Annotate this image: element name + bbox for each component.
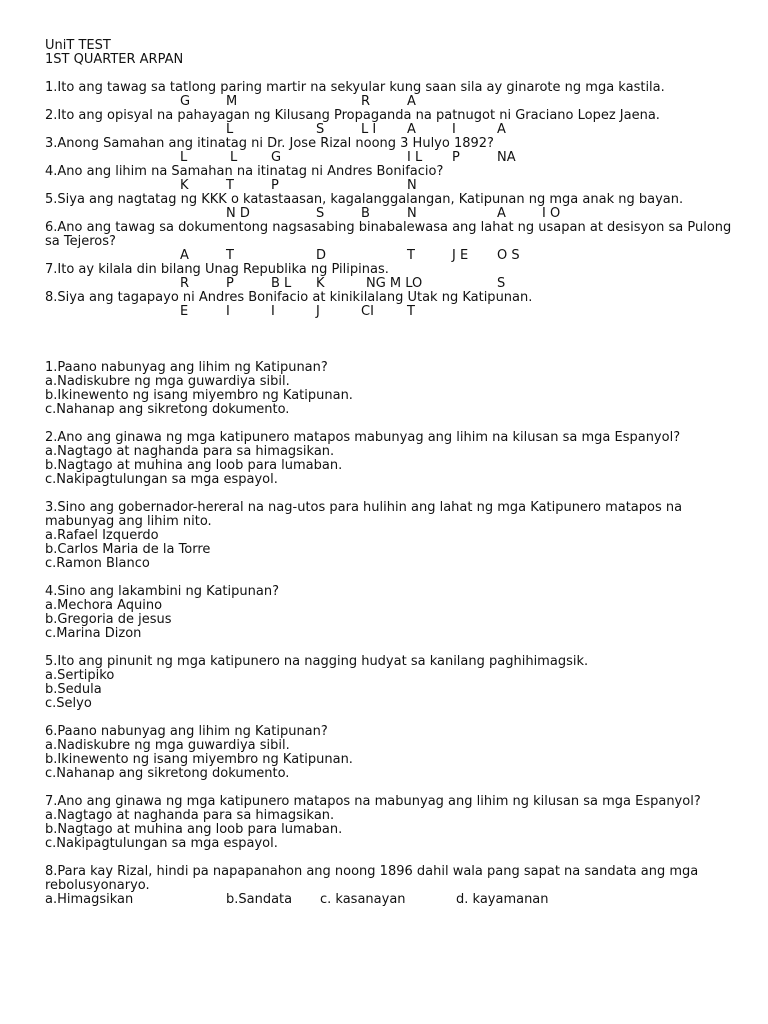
hint-letter: A — [180, 248, 189, 263]
hint-letter: I O — [542, 206, 561, 221]
choice: c.Nahanap ang sikretong dokumento. — [45, 766, 290, 781]
question-item — [45, 361, 735, 417]
choice: a.Nagtago at naghanda para sa himagsikan. — [45, 444, 335, 459]
hint-letter: I — [452, 122, 456, 137]
choice: a.Himagsikan — [45, 892, 134, 907]
hint-letter: A — [497, 206, 506, 221]
question-text: 5.Ito ang pinunit ng mga katipunero na nagging hudyat sa kanilang paghihimagsik. — [45, 654, 589, 669]
hint-letter: I — [271, 304, 275, 319]
choice: b.Nagtago at muhina ang loob para lumaban. — [45, 458, 343, 473]
question-text: 4.Ano ang lihim na Samahan na itinatag ni Andres Bonifacio? — [45, 164, 444, 179]
question-text: 2.Ito ang opisyal na pahayagan ng Kilusang Propaganda na patnugot ni Graciano Lopez Jaena. — [45, 108, 660, 123]
hint-letter: J E — [452, 248, 469, 263]
hint-letter: L — [180, 150, 188, 165]
question-item — [45, 795, 735, 851]
hint-letter: O S — [497, 248, 520, 263]
choice: c.Marina Dizon — [45, 626, 142, 641]
choice: c.Nakipagtulungan sa mga espayol. — [45, 836, 278, 851]
hint-letter: D — [316, 248, 327, 263]
question-text: 3.Anong Samahan ang itinatag ni Dr. Jose Rizal noong 3 Hulyo 1892? — [45, 136, 494, 151]
question-text: 5.Siya ang nagtatag ng KKK o katastaasan, kagalanggalangan, Katipunan ng mga anak ng bayan. — [45, 192, 684, 207]
question-text: 8.Siya ang tagapayo ni Andres Bonifacio at kinikilalang Utak ng Katipunan. — [45, 290, 533, 305]
hint-letter: L — [230, 150, 238, 165]
choice: c.Nakipagtulungan sa mga espayol. — [45, 472, 278, 487]
hint-letter: B L — [271, 276, 292, 291]
question-item — [45, 865, 735, 907]
question-text: 8.Para kay Rizal, hindi pa napapanahon ang noong 1896 dahil wala pang sapat na sandata ang mga rebolusyonaryo. — [45, 864, 699, 893]
question-item — [45, 501, 735, 571]
hint-letter: G — [271, 150, 282, 165]
choice: b.Ikinewento ng isang miyembro ng Katipunan. — [45, 388, 353, 403]
choice: c.Nahanap ang sikretong dokumento. — [45, 402, 290, 417]
hint-letter: P — [452, 150, 460, 165]
hint-letter: L — [226, 122, 234, 137]
letter-hints — [45, 123, 735, 137]
choice: b.Nagtago at muhina ang loob para lumaban. — [45, 822, 343, 837]
hint-letter: T — [407, 248, 415, 263]
letter-hints — [45, 179, 735, 193]
question-text: 6.Paano nabunyag ang lihim ng Katipunan? — [45, 724, 328, 739]
hint-letter: NG M LO — [366, 276, 423, 291]
choice: b.Carlos Maria de la Torre — [45, 542, 211, 557]
hint-letter: R — [180, 276, 190, 291]
hint-letter: R — [361, 94, 371, 109]
test-subtitle: 1ST QUARTER ARPAN — [45, 52, 184, 67]
question-text: 7.Ito ay kilala din bilang Unag Republika ng Pilipinas. — [45, 262, 389, 277]
hint-letter: L I — [361, 122, 377, 137]
hint-letter: K — [316, 276, 325, 291]
hint-letter: I L — [407, 150, 423, 165]
question-item — [45, 725, 735, 781]
hint-letter: NA — [497, 150, 516, 165]
question-text: 1.Ito ang tawag sa tatlong paring martir na sekyular kung saan sila ay ginarote ng mga kastila. — [45, 80, 665, 95]
question-text: 4.Sino ang lakambini ng Katipunan? — [45, 584, 279, 599]
choice: c. kasanayan — [320, 892, 406, 907]
question-text: 3.Sino ang gobernador-hereral na nag-utos para hulihin ang lahat ng mga Katipunero matapos na mabunyag ang lihim nito. — [45, 500, 683, 529]
hint-letter: P — [271, 178, 279, 193]
question-text: 2.Ano ang ginawa ng mga katipunero matapos mabunyag ang lihim na kilusan sa mga Espanyol? — [45, 430, 681, 445]
hint-letter: A — [407, 122, 416, 137]
choice: a.Nadiskubre ng mga guwardiya sibil. — [45, 738, 290, 753]
hint-letter: T — [226, 248, 234, 263]
hint-letter: S — [316, 206, 325, 221]
letter-hints — [45, 305, 735, 319]
choice-row — [45, 893, 735, 907]
choice: c.Ramon Blanco — [45, 556, 150, 571]
letter-hints — [45, 95, 735, 109]
hint-letter: T — [226, 178, 234, 193]
hint-letter: K — [180, 178, 189, 193]
choice: a.Rafael Izquerdo — [45, 528, 159, 543]
choice: b.Sedula — [45, 682, 102, 697]
letter-hints — [45, 151, 735, 165]
choice: a.Mechora Aquino — [45, 598, 163, 613]
hint-letter: S — [316, 122, 325, 137]
hint-letter: A — [497, 122, 506, 137]
question-item — [45, 585, 735, 641]
question-text: 7.Ano ang ginawa ng mga katipunero matapos na mabunyag ang lihim ng kilusan sa mga Espanyol? — [45, 794, 701, 809]
choice: a.Nadiskubre ng mga guwardiya sibil. — [45, 374, 290, 389]
choice: b.Gregoria de jesus — [45, 612, 172, 627]
choice: b.Sandata — [226, 892, 293, 907]
document-page — [45, 39, 735, 921]
letter-hints — [45, 207, 735, 221]
choice: c.Selyo — [45, 696, 92, 711]
question-item — [45, 431, 735, 487]
multiple-choice-section — [45, 361, 735, 907]
letter-hints — [45, 277, 735, 291]
hint-letter: E — [180, 304, 189, 319]
choice: a.Sertipiko — [45, 668, 115, 683]
hint-letter: G — [180, 94, 191, 109]
question-item — [45, 655, 735, 711]
hint-letter: I — [226, 304, 230, 319]
hint-letter: A — [407, 94, 416, 109]
hint-letter: N — [407, 178, 417, 193]
hint-letter: J — [316, 304, 320, 319]
hint-letter: N D — [226, 206, 250, 221]
hint-letter: T — [407, 304, 415, 319]
question-text: 6.Ano ang tawag sa dokumentong nagsasabing binabalewasa ang lahat ng usapan at desisyon sa Pulong sa Tejeros? — [45, 220, 732, 249]
hint-letter: N — [407, 206, 417, 221]
test-title: UniT TEST — [45, 38, 111, 53]
choice: b.Ikinewento ng isang miyembro ng Katipunan. — [45, 752, 353, 767]
hint-letter: B — [361, 206, 370, 221]
hint-letter: P — [226, 276, 234, 291]
choice: a.Nagtago at naghanda para sa himagsikan. — [45, 808, 335, 823]
question-text: 1.Paano nabunyag ang lihim ng Katipunan? — [45, 360, 328, 375]
hint-letter: M — [226, 94, 238, 109]
hint-letter: S — [497, 276, 506, 291]
identification-section — [45, 81, 735, 319]
choice: d. kayamanan — [456, 892, 549, 907]
letter-hints — [45, 249, 735, 263]
hint-letter: CI — [361, 304, 374, 319]
